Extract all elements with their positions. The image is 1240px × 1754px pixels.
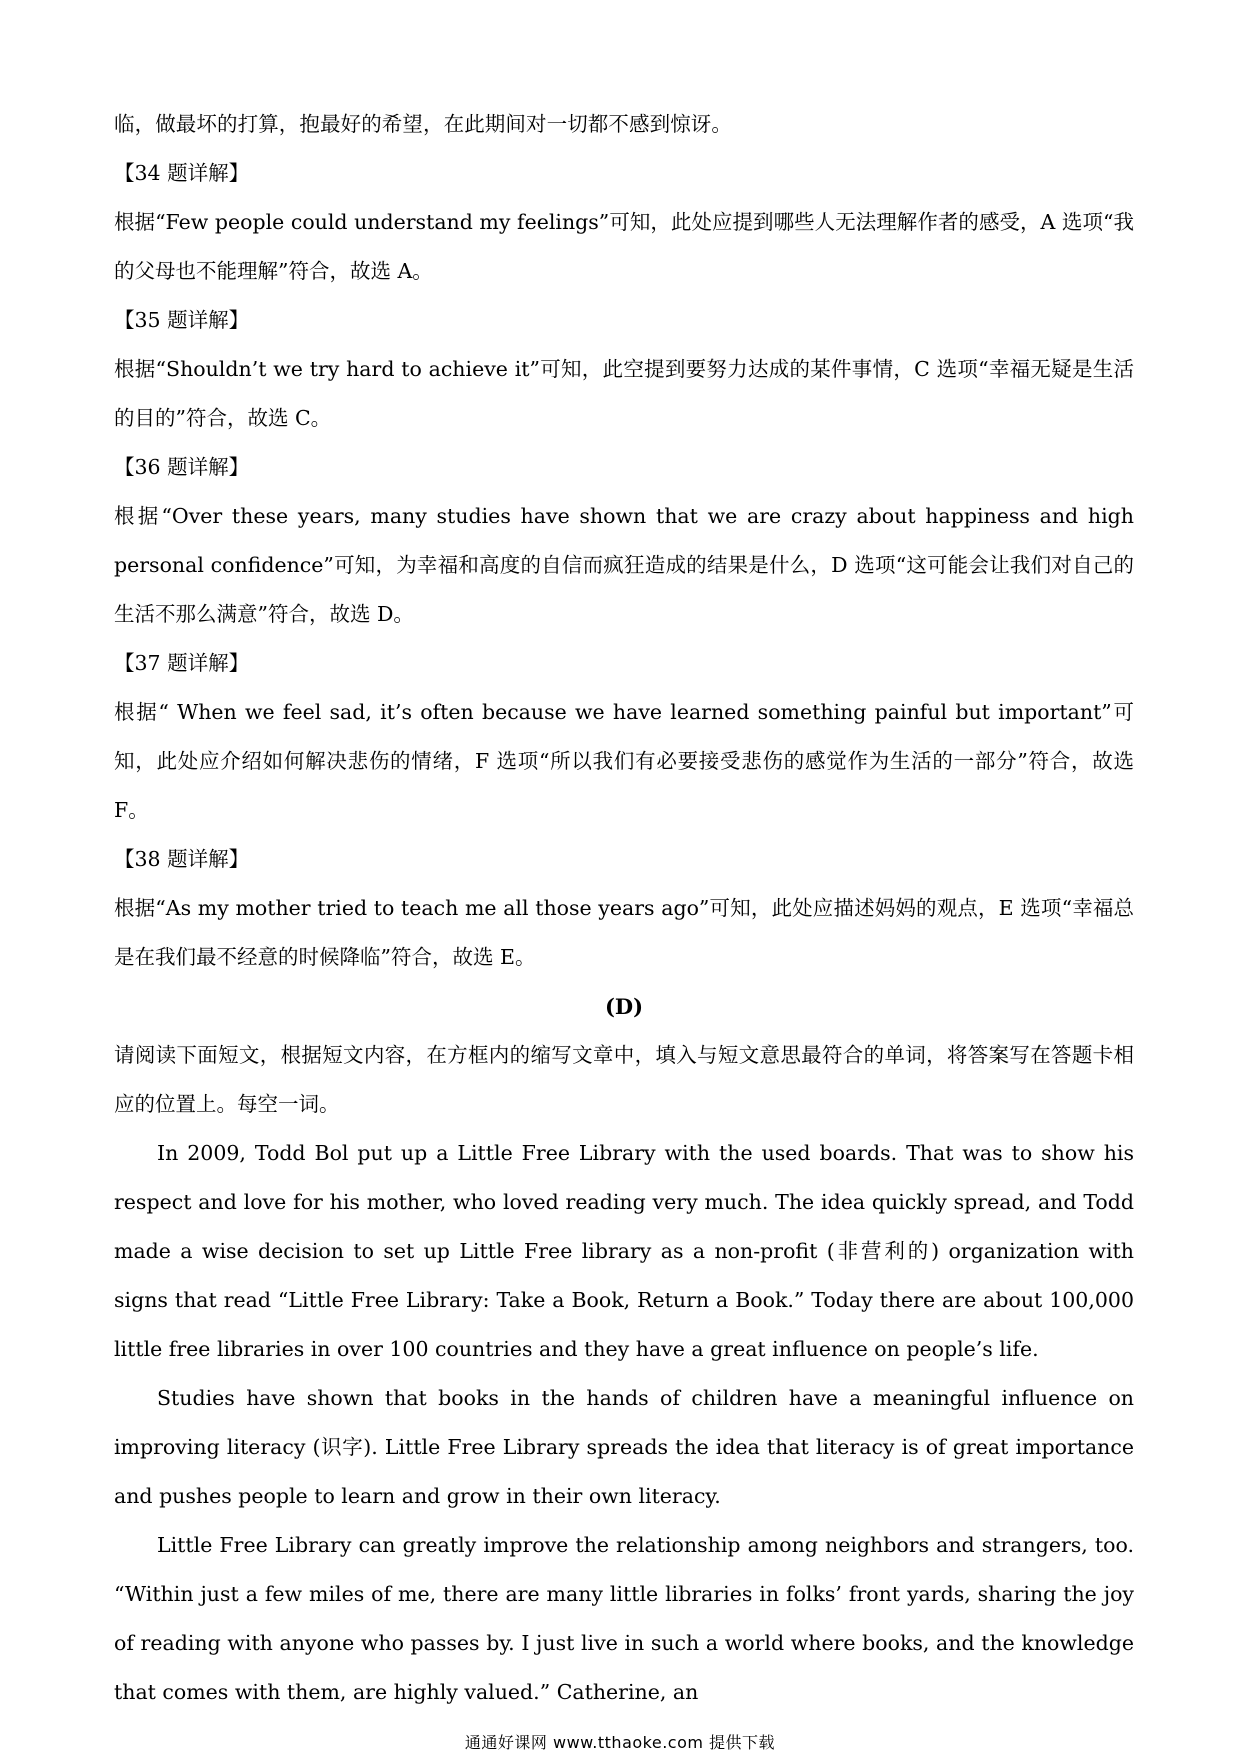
passage-paragraph-2: Studies have shown that books in the hands of children have a meaningful influence on improving literacy (识字). Little Free Library spreads the idea that literacy is of great importance and pushes people to learn and grow in their own literacy. [114, 1386, 1134, 1508]
explanation-34-label: 【34 题详解】 [114, 161, 250, 185]
passage-paragraph-1: In 2009, Todd Bol put up a Little Free Library with the used boards. That was to show his respect and love for his mother, who loved reading very much. The idea quickly spread, and Todd made a wise decision to set up Little Free library as a non-profit (非营利的) organization with signs that read “Little Free Library: Take a Book, Return a Book.” Today there are about 100,000 little free libraries in over 100 countries and they have a great influence on people’s life. [114, 1141, 1134, 1361]
document-page [114, 100, 1134, 1717]
explanation-36-label: 【36 题详解】 [114, 455, 250, 479]
page-footer: 通通好课网 www.tthaoke.com 提供下载 [464, 1733, 776, 1752]
explanation-34-text: 根据“Few people could understand my feelings”可知，此处应提到哪些人无法理解作者的感受，A 选项“我的父母也不能理解”符合，故选 A。 [114, 210, 1134, 283]
explanation-35-label: 【35 题详解】 [114, 308, 250, 332]
explanation-38-label: 【38 题详解】 [114, 847, 250, 871]
explanation-37-label: 【37 题详解】 [114, 651, 250, 675]
section-instructions: 请阅读下面短文，根据短文内容，在方框内的缩写文章中，填入与短文意思最符合的单词，将答案写在答题卡相应的位置上。每空一词。 [114, 1043, 1134, 1116]
explanation-38-text: 根据“As my mother tried to teach me all those years ago”可知，此处应描述妈妈的观点，E 选项“幸福总是在我们最不经意的时候降临”符合，故选 E。 [114, 896, 1134, 969]
explanation-36-text: 根据“Over these years, many studies have shown that we are crazy about happiness and high personal confidence”可知，为幸福和高度的自信而疯狂造成的结果是什么，D 选项“这可能会让我们对自己的生活不那么满意”符合，故选 D。 [114, 504, 1134, 626]
explanation-37-text: 根据“ When we feel sad, it’s often because we have learned something painful but important”可知，此处应介绍如何解决悲伤的情绪，F 选项“所以我们有必要接受悲伤的感觉作为生活的一部分”符合，故选 F。 [114, 700, 1134, 822]
explanation-35-text: 根据“Shouldn’t we try hard to achieve it”可知，此空提到要努力达成的某件事情，C 选项“幸福无疑是生活的目的”符合，故选 C。 [114, 357, 1134, 430]
section-title: (D) [604, 994, 644, 1019]
passage-paragraph-3: Little Free Library can greatly improve the relationship among neighbors and strangers, too. “Within just a few miles of me, there are many little libraries in folks’ front yards, sharing the joy of reading with anyone who passes by. I just live in such a world where books, and the knowledge that comes with them, are highly valued.” Catherine, an [114, 1533, 1134, 1704]
intro-line: 临，做最坏的打算，抱最好的希望，在此期间对一切都不感到惊讶。 [114, 112, 732, 136]
